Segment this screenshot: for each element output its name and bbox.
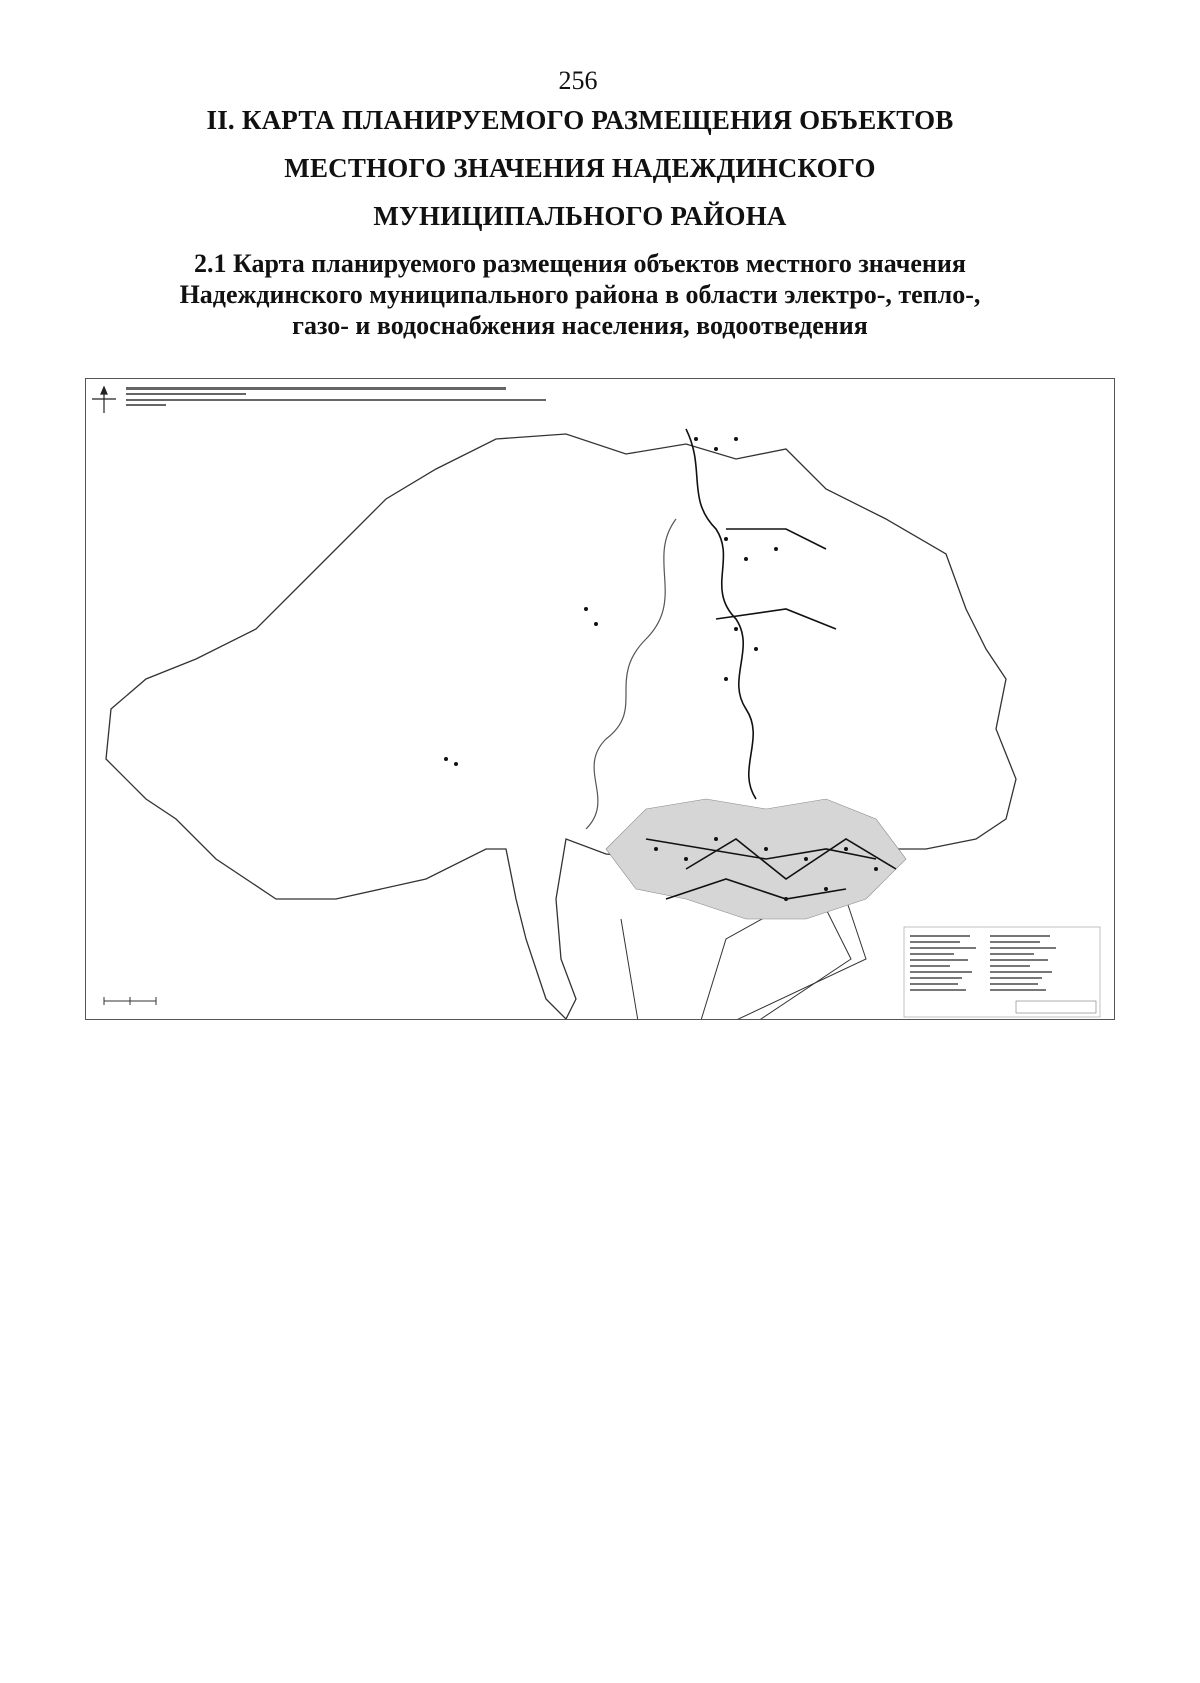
urban-shading: [606, 799, 906, 919]
map-drawing: [86, 379, 1114, 1019]
north-arrow-icon: [92, 387, 116, 413]
section-title-line: МЕСТНОГО ЗНАЧЕНИЯ НАДЕЖДИНСКОГО: [284, 153, 876, 183]
map-header-text: [126, 387, 546, 406]
section-title-line: II. КАРТА ПЛАНИРУЕМОГО РАЗМЕЩЕНИЯ ОБЪЕКТОВ: [206, 105, 954, 135]
district-boundary: [106, 434, 1016, 1019]
subsection-title-line: 2.1 Карта планируемого размещения объектов местного значения: [194, 249, 966, 278]
section-title: [130, 96, 1030, 240]
map-legend: [904, 927, 1100, 1017]
subsection-title-line: Надеждинского муниципального района в области электро-, тепло-,: [179, 280, 981, 309]
page-number: 256: [558, 66, 598, 95]
subsection-title-line: газо- и водоснабжения населения, водоотведения: [292, 311, 868, 340]
river: [586, 519, 676, 829]
subsection-title: [110, 248, 1050, 341]
scale-bar: [104, 997, 156, 1005]
section-title-line: МУНИЦИПАЛЬНОГО РАЙОНА: [373, 201, 787, 231]
map-figure: [85, 378, 1115, 1020]
